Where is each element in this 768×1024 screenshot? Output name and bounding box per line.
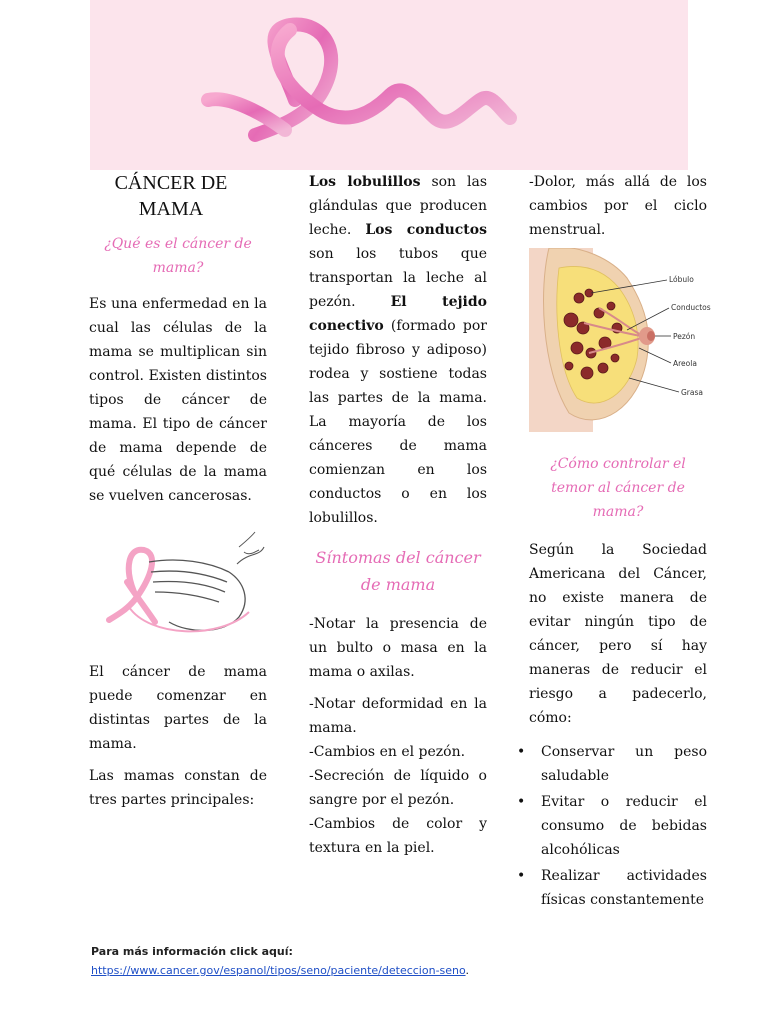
symptom-6: -Dolor, más allá de los cambios por el ciclo menstrual.: [529, 174, 707, 238]
symptom-2: -Notar deformidad en la mama.: [309, 696, 487, 736]
label-lobulo: Lóbulo: [669, 275, 694, 284]
symptom-1: -Notar la presencia de un bulto o masa en la mama o axilas.: [309, 616, 487, 680]
label-pezon: Pezón: [673, 332, 696, 341]
column-2: [309, 170, 487, 860]
intro-paragraph: Es una enfermedad en la cual las células de la mama se multiplican sin control. Existen distintos tipos de cáncer de mama. El tipo de cáncer de mama depende de qué células de la mama se vuelven cancerosas.: [89, 296, 267, 504]
column-1: [89, 170, 267, 812]
origin-paragraph: El cáncer de mama puede comenzar en distintas partes de la mama.: [89, 664, 267, 752]
conductos-text: son los tubos que transportan la leche al pezón.: [309, 246, 487, 310]
title-line-2: MAMA: [138, 198, 204, 220]
hands-ribbon-illustration: [89, 522, 267, 642]
footer: [91, 942, 711, 980]
page-title: [89, 170, 267, 222]
symptom-4: -Secreción de líquido o sangre por el pezón.: [309, 768, 487, 808]
lobulillos-term: Los lobulillos: [309, 174, 421, 190]
tejido-text: (formado por tejido fibroso y adiposo) rodea y sostiene todas las partes de la mama. La mayoría de los cánceres de mama comienzan en los conductos o en los lobulillos.: [309, 318, 487, 526]
symptom-5: -Cambios de color y textura en la piel.: [309, 816, 487, 856]
symptom-3: -Cambios en el pezón.: [309, 744, 466, 760]
footer-period: .: [465, 964, 470, 977]
list-item: [517, 864, 707, 912]
list-item: [517, 740, 707, 788]
control-heading: ¿Cómo controlar el temor al cáncer de mama?: [550, 456, 686, 520]
list-item-text: Realizar actividades físicas constantemente: [541, 868, 707, 908]
label-conductos: Conductos: [671, 303, 711, 312]
lobulillos-text: son las glándulas que producen leche.: [309, 174, 487, 238]
bullet-icon: •: [517, 868, 526, 884]
column-3: [517, 170, 711, 914]
breast-anatomy-diagram: [529, 248, 719, 432]
anatomy-paragraph: [309, 170, 487, 530]
footer-lead: Para más información click aquí:: [91, 945, 293, 958]
list-item: [517, 790, 707, 862]
bullet-icon: •: [517, 744, 526, 760]
bullet-icon: •: [517, 794, 526, 810]
title-line-1: CÁNCER DE: [114, 172, 228, 194]
list-item-text: Conservar un peso saludable: [541, 744, 707, 784]
control-paragraph: Según la Sociedad Americana del Cáncer, no existe manera de evitar ningún tipo de cáncer, pero sí hay maneras de reducir el riesgo a padecerlo, cómo:: [529, 542, 707, 726]
question-heading: ¿Qué es el cáncer de mama?: [104, 236, 252, 276]
pink-ribbon-icon: [90, 0, 688, 170]
list-item-text: Evitar o reducir el consumo de bebidas alcohólicas: [541, 794, 707, 858]
symptoms-heading: Síntomas del cáncer de mama: [315, 548, 481, 594]
header-banner: [90, 0, 688, 170]
tejido-term: El tejido conectivo: [309, 294, 487, 334]
label-grasa: Grasa: [681, 388, 703, 397]
prevention-list: [517, 740, 707, 912]
parts-paragraph: Las mamas constan de tres partes principales:: [89, 768, 267, 808]
conductos-term: Los conductos: [365, 222, 487, 238]
more-info-link[interactable]: https://www.cancer.gov/espanol/tipos/seno/paciente/deteccion-seno: [91, 964, 466, 977]
label-areola: Areola: [673, 359, 697, 368]
